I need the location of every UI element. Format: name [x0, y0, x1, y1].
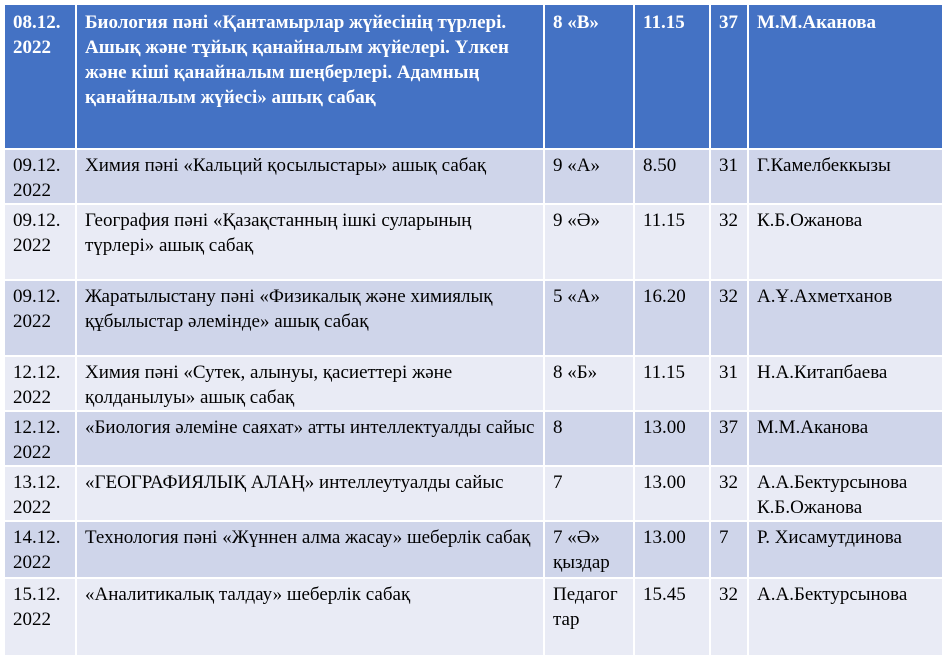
time-cell: 13.00: [634, 466, 710, 521]
room-cell: 32: [710, 466, 748, 521]
schedule-table: [3, 3, 944, 657]
time-cell: 13.00: [634, 411, 710, 466]
table-row: [4, 4, 943, 149]
class-cell: 7: [544, 466, 634, 521]
table-row: [4, 149, 943, 204]
time-cell: 13.00: [634, 521, 710, 578]
responsible-name: Н.А.Китапбаева: [757, 362, 888, 383]
responsible-cell: [748, 411, 943, 466]
event-cell: «Аналитикалық талдау» шеберлік сабақ: [76, 578, 544, 656]
table-row: [4, 204, 943, 280]
responsible-cell: [748, 4, 943, 149]
responsible-name: А.А.Бектурсынова: [757, 584, 908, 605]
room-cell: 32: [710, 280, 748, 356]
room-cell: 37: [710, 411, 748, 466]
event-cell: Жаратылыстану пәні «Физикалық және химиялық құбылыстар әлемінде» ашық сабақ: [76, 280, 544, 356]
date-cell: 15.12. 2022: [4, 578, 76, 656]
class-cell: 5 «А»: [544, 280, 634, 356]
room-cell: 32: [710, 204, 748, 280]
responsible-name: М.М.Аканова: [757, 12, 876, 33]
class-cell: 8 «Б»: [544, 356, 634, 411]
room-cell: 7: [710, 521, 748, 578]
responsible-name: К.Б.Ожанова: [757, 497, 863, 518]
responsible-name: Г.Камелбеккызы: [757, 155, 891, 176]
time-cell: 11.15: [634, 4, 710, 149]
event-cell: География пәні «Қазақстанның ішкі суларының түрлері» ашық сабақ: [76, 204, 544, 280]
time-cell: 15.45: [634, 578, 710, 656]
time-cell: 11.15: [634, 204, 710, 280]
class-cell: 9 «Ә»: [544, 204, 634, 280]
room-cell: 31: [710, 149, 748, 204]
table-row: [4, 411, 943, 466]
table-row: [4, 578, 943, 656]
date-cell: 14.12. 2022: [4, 521, 76, 578]
class-cell: 8: [544, 411, 634, 466]
responsible-cell: [748, 466, 943, 521]
date-cell: 09.12. 2022: [4, 149, 76, 204]
class-cell: 8 «В»: [544, 4, 634, 149]
responsible-name: К.Б.Ожанова: [757, 210, 863, 231]
table-row: [4, 280, 943, 356]
schedule-body: [4, 4, 943, 656]
responsible-name: А.А.Бектурсынова: [757, 472, 908, 493]
table-row: [4, 521, 943, 578]
class-cell: 7 «Ә» қыздар: [544, 521, 634, 578]
event-cell: Биология пәні «Қантамырлар жүйесінің түрлері. Ашық және тұйық қанайналым жүйелері. Үлкен және кіші қанайналым шеңберлері. Адамның қанайналым жүйесі» ашық сабақ: [76, 4, 544, 149]
responsible-name: Р. Хисамутдинова: [757, 527, 902, 548]
event-cell: «Биология әлеміне саяхат» атты интеллектуалды сайыс: [76, 411, 544, 466]
date-cell: 08.12. 2022: [4, 4, 76, 149]
responsible-cell: [748, 204, 943, 280]
class-cell: Педагог тар: [544, 578, 634, 656]
responsible-cell: [748, 149, 943, 204]
class-cell: 9 «А»: [544, 149, 634, 204]
room-cell: 31: [710, 356, 748, 411]
table-row: [4, 466, 943, 521]
responsible-name: М.М.Аканова: [757, 417, 869, 438]
date-cell: 09.12. 2022: [4, 204, 76, 280]
event-cell: Химия пәні «Сутек, алынуы, қасиеттері және қолданылуы» ашық сабақ: [76, 356, 544, 411]
date-cell: 12.12. 2022: [4, 411, 76, 466]
date-cell: 09.12. 2022: [4, 280, 76, 356]
responsible-cell: [748, 280, 943, 356]
responsible-cell: [748, 578, 943, 656]
responsible-name: А.Ұ.Ахметханов: [757, 286, 893, 307]
date-cell: 13.12. 2022: [4, 466, 76, 521]
time-cell: 11.15: [634, 356, 710, 411]
responsible-cell: [748, 521, 943, 578]
event-cell: Технология пәні «Жүннен алма жасау» шеберлік сабақ: [76, 521, 544, 578]
room-cell: 32: [710, 578, 748, 656]
date-cell: 12.12. 2022: [4, 356, 76, 411]
responsible-cell: [748, 356, 943, 411]
room-cell: 37: [710, 4, 748, 149]
time-cell: 8.50: [634, 149, 710, 204]
table-row: [4, 356, 943, 411]
event-cell: Химия пәні «Кальций қосылыстары» ашық сабақ: [76, 149, 544, 204]
time-cell: 16.20: [634, 280, 710, 356]
event-cell: «ГЕОГРАФИЯЛЫҚ АЛАҢ» интеллеутуалды сайыс: [76, 466, 544, 521]
